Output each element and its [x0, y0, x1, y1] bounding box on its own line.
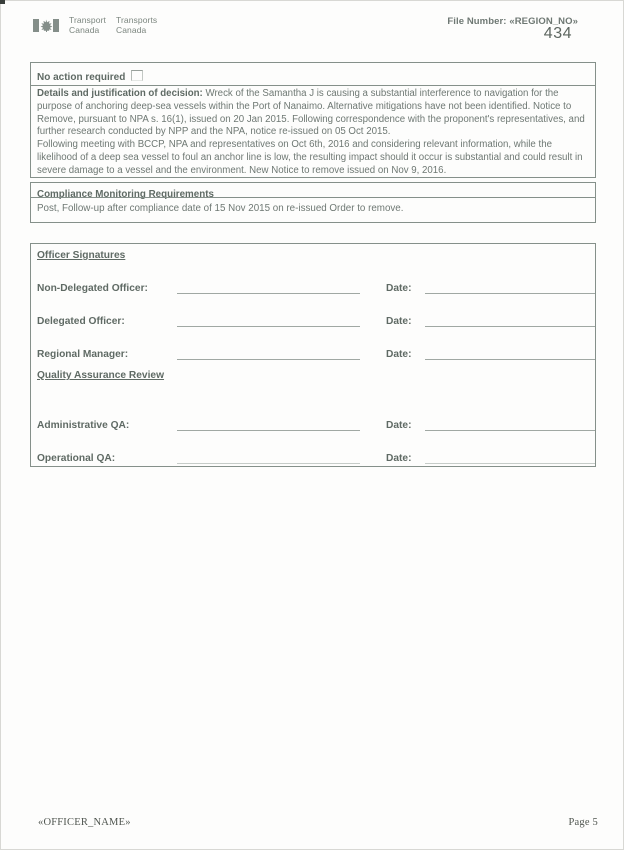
- details-paragraph-1: [37, 88, 589, 139]
- details-section: [30, 85, 596, 178]
- page-footer: [38, 817, 598, 828]
- signature-line: [177, 281, 360, 294]
- date-line: [425, 347, 595, 360]
- date-line: [425, 451, 595, 464]
- file-number-value: 434: [543, 25, 572, 42]
- page-header: [33, 16, 596, 43]
- scan-corner-artifact: [0, 0, 5, 4]
- date-label: Date:: [386, 420, 412, 431]
- date-line: [425, 281, 595, 294]
- signature-line: [177, 418, 360, 431]
- brand-fr-line2: Canada: [115, 24, 147, 35]
- file-number-block: [447, 16, 578, 43]
- details-text-1: Wreck of the Samantha J is causing a substantial interference to navigation for the purpose of anchoring deep-sea vessels within the Port of Nanaimo. Alternative mitigations have not been identified. Notice to Remove, pursuant to NPA s. 16(1), issued on 20 Jan 2015. Following correspondence with the proponent's representatives, and further research conducted by NPP and the NPA, notice re-issued on 05 Oct 2015.: [37, 88, 585, 138]
- signature-line: [177, 451, 360, 464]
- details-paragraph-2: Following meeting with BCCP, NPA and representatives on Oct 6th, 2016 and considering relevant information, while the likelihood of a deep sea vessel to foul an anchor line is low, the resulting impact should it occur is substantial and could result in severe damage to a vessel and the environment. New Notice to remove issued on Nov 9, 2016.: [37, 139, 583, 176]
- signature-row-regional-manager: [37, 346, 589, 360]
- signature-row-delegated-officer: [37, 313, 589, 327]
- date-label: Date:: [386, 283, 412, 294]
- date-line: [425, 418, 595, 431]
- footer-page-number: Page 5: [568, 817, 598, 828]
- compliance-body-text: Post, Follow-up after compliance date of 15 Nov 2015 on re-issued Order to remove.: [37, 203, 404, 214]
- signature-line: [177, 314, 360, 327]
- government-brand: [33, 16, 157, 43]
- signature-label: Regional Manager:: [37, 349, 129, 360]
- signature-row-non-delegated-officer: [37, 280, 589, 294]
- file-number-label: File Number: «REGION_NO»: [447, 16, 578, 27]
- compliance-body-section: [30, 197, 596, 223]
- signature-label: Administrative QA:: [37, 420, 130, 431]
- brand-en-line1: Transport: [69, 15, 106, 25]
- date-label: Date:: [386, 349, 412, 360]
- brand-text-french: [116, 16, 157, 35]
- signature-row-administrative-qa: [37, 417, 589, 431]
- signatures-section: [30, 243, 596, 467]
- date-line: [425, 314, 595, 327]
- signature-label: Non-Delegated Officer:: [37, 283, 148, 294]
- compliance-header: Compliance Monitoring Requirements: [37, 189, 214, 200]
- compliance-header-section: [30, 182, 596, 198]
- brand-fr-line1: Transports: [115, 15, 158, 25]
- date-label: Date:: [386, 316, 412, 327]
- brand-text-english: [69, 16, 106, 35]
- no-action-label: No action required: [37, 72, 126, 83]
- brand-en-line2: Canada: [69, 24, 100, 35]
- canada-flag-icon: [33, 19, 59, 32]
- signature-label: Delegated Officer:: [37, 316, 125, 327]
- date-label: Date:: [386, 453, 412, 464]
- signature-line: [177, 347, 360, 360]
- qa-review-title: Quality Assurance Review: [37, 370, 165, 381]
- no-action-section: [30, 62, 596, 86]
- signature-row-operational-qa: [37, 450, 589, 464]
- footer-officer-name: «OFFICER_NAME»: [38, 817, 131, 828]
- no-action-checkbox: [131, 70, 143, 81]
- signatures-title: Officer Signatures: [37, 250, 126, 261]
- signature-label: Operational QA:: [37, 453, 116, 464]
- details-label: Details and justification of decision:: [37, 88, 203, 99]
